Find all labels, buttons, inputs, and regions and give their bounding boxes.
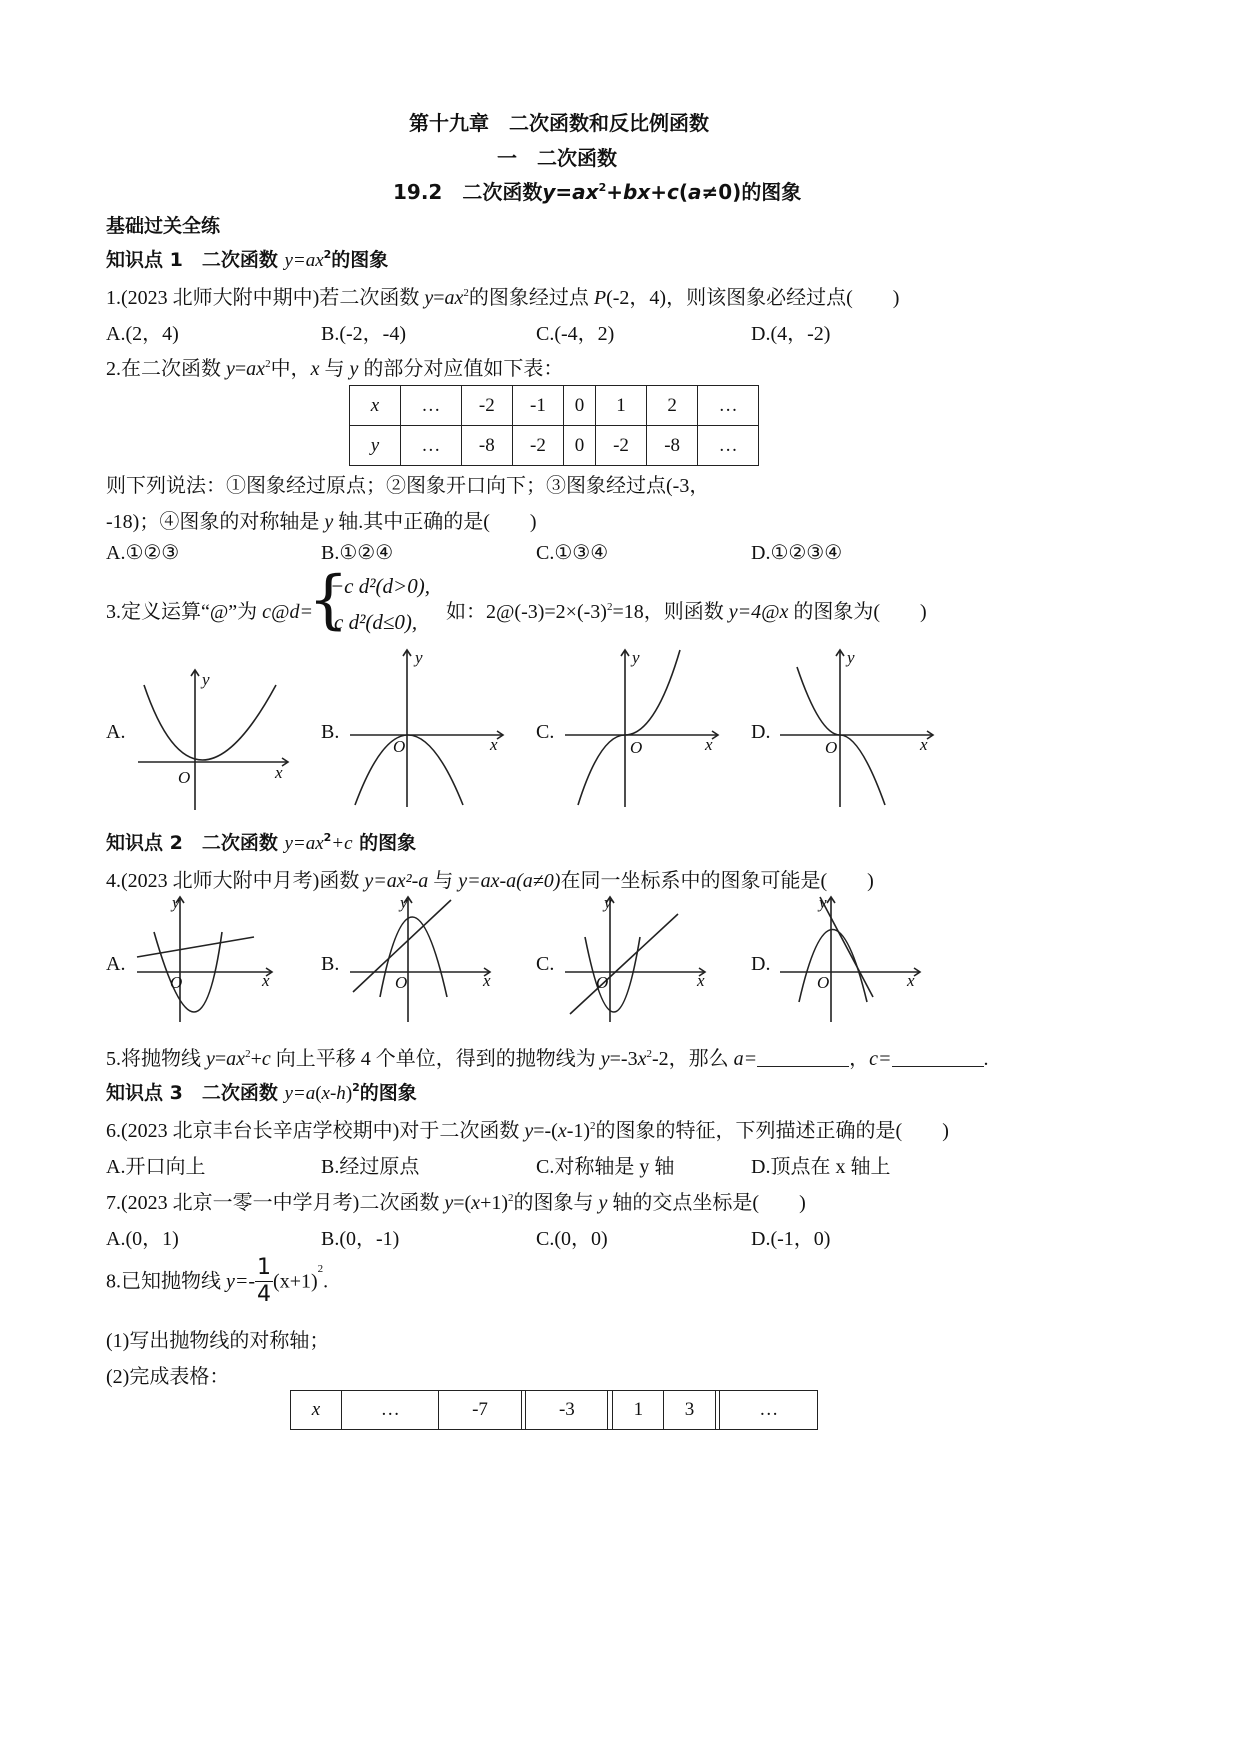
q3-graph-c[interactable]: [560, 645, 725, 810]
q2-statements-line2: -18)；④图象的对称轴是 y 轴.其中正确的是( ): [106, 511, 537, 533]
lesson-title: 19.2 二次函数$y=ax^2+bx+c(a\ne 0)$的图象: [393, 180, 802, 204]
svg-text:y: y: [400, 893, 408, 912]
svg-text:x: x: [705, 735, 713, 754]
question-6: 6.(2023 北京丰台长辛店学校期中)对于二次函数 $y=-(x-1)^2$的图象的特征，下列描述正确的是( ): [106, 1120, 949, 1142]
q7-option-c[interactable]: C.(0，0): [536, 1228, 608, 1250]
svg-text:y: y: [847, 648, 855, 667]
q3-option-d-label[interactable]: D.: [751, 721, 771, 743]
svg-text:y: y: [202, 670, 210, 689]
q4-graph-a[interactable]: [132, 892, 282, 1027]
svg-text:x: x: [697, 971, 705, 990]
q4-graph-c[interactable]: [560, 892, 710, 1027]
svg-text:x: x: [483, 971, 491, 990]
q6-option-a[interactable]: A.开口向上: [106, 1156, 206, 1178]
q2-option-b[interactable]: B.①②④: [321, 542, 394, 564]
q4-graph-d[interactable]: [775, 892, 925, 1027]
question-2: 2.在二次函数 $y=ax^2$中，x 与 y 的部分对应值如下表：: [106, 358, 564, 380]
q2-table-x-label: x: [350, 386, 401, 426]
q3-case-2: c d²(d≤0),: [334, 610, 418, 634]
svg-text:x: x: [920, 735, 928, 754]
q6-option-b[interactable]: B.经过原点: [321, 1156, 420, 1178]
section-title: 一 二次函数: [497, 146, 617, 170]
table-cell: …: [698, 386, 759, 426]
q8-part-2: (2)完成表格：: [106, 1366, 230, 1388]
q2-table-y-label: y: [350, 426, 401, 466]
question-7: 7.(2023 北京一零一中学月考)二次函数 $y=(x+1)^2$的图象与 y 轴的交点坐标是( ): [106, 1192, 806, 1214]
q3-option-b-label[interactable]: B.: [321, 721, 340, 743]
q1-option-c[interactable]: C.(-4，2): [536, 323, 615, 345]
svg-text:y: y: [172, 893, 180, 912]
svg-text:O: O: [178, 768, 191, 787]
svg-text:O: O: [630, 738, 643, 757]
q1-option-d[interactable]: D.(4，-2): [751, 323, 831, 345]
q3-graph-d[interactable]: [775, 645, 940, 810]
question-4: 4.(2023 北师大附中月考)函数 y=ax²-a 与 y=ax-a(a≠0)在同一坐标系中的图象可能是( ): [106, 870, 874, 892]
question-8: 8.已知抛物线 y=- $\frac{1}{4}$ $(x+1)^2$.: [106, 1255, 329, 1307]
svg-text:O: O: [825, 738, 838, 757]
table-cell: 0: [564, 386, 596, 426]
table-cell: -2: [461, 386, 512, 426]
table-cell: 0: [564, 426, 596, 466]
practice-title: 基础过关全练: [106, 215, 221, 237]
q8-part-1: (1)写出抛物线的对称轴；: [106, 1330, 330, 1352]
table-cell: …: [698, 426, 759, 466]
q2-option-d[interactable]: D.①②③④: [751, 542, 843, 564]
question-5: 5.将抛物线 $y=ax^2+c$ 向上平移 4 个单位，得到的抛物线为 $y=-3x^2-2$，那么 a= ，c= .: [106, 1048, 989, 1070]
q3-option-a-label[interactable]: A.: [106, 721, 126, 743]
svg-text:y: y: [819, 893, 827, 912]
table-cell: -3: [526, 1391, 608, 1430]
q2-option-c[interactable]: C.①③④: [536, 542, 609, 564]
q4-option-b-label[interactable]: B.: [321, 953, 340, 975]
q4-option-c-label[interactable]: C.: [536, 953, 555, 975]
svg-text:x: x: [490, 735, 498, 754]
knowledge-point-2: 知识点 2 二次函数 $y=ax^2+c$ 的图象: [106, 831, 417, 854]
table-cell: -1: [512, 386, 563, 426]
knowledge-point-3: 知识点 3 二次函数 $y=a(x-h)^2$的图象: [106, 1081, 417, 1104]
q2-option-a[interactable]: A.①②③: [106, 542, 180, 564]
svg-text:O: O: [393, 737, 406, 756]
table-cell: -8: [647, 426, 698, 466]
q3-graph-b[interactable]: [345, 645, 510, 810]
q6-option-c[interactable]: C.对称轴是 y 轴: [536, 1156, 675, 1178]
table-cell: 3: [664, 1391, 715, 1430]
svg-text:y: y: [632, 648, 640, 667]
table-cell: -2: [512, 426, 563, 466]
table-cell: …: [342, 1391, 439, 1430]
q3-graph-a[interactable]: [130, 665, 295, 815]
table-cell: 2: [647, 386, 698, 426]
q3-option-c-label[interactable]: C.: [536, 721, 555, 743]
table-cell: …: [401, 426, 462, 466]
svg-text:x: x: [907, 971, 915, 990]
question-1: 1.(2023 北师大附中期中)若二次函数 $y=ax^2$的图象经过点 P(-2，4)，则该图象必经过点( ): [106, 287, 900, 309]
q7-option-b[interactable]: B.(0，-1): [321, 1228, 400, 1250]
q4-graph-b[interactable]: [345, 892, 495, 1027]
q7-option-a[interactable]: A.(0，1): [106, 1228, 179, 1250]
svg-text:x: x: [275, 763, 283, 782]
chapter-title: 第十九章 二次函数和反比例函数: [409, 111, 709, 135]
answer-blank-c[interactable]: [892, 1048, 984, 1067]
q3-case-1: −c d²(d>0),: [330, 574, 430, 598]
svg-text:y: y: [604, 893, 612, 912]
table-cell: …: [720, 1391, 818, 1430]
question-3: 3.定义运算“@”为 c@d=: [106, 601, 313, 623]
svg-text:O: O: [817, 973, 830, 992]
svg-text:y: y: [415, 648, 423, 667]
knowledge-point-1: 知识点 1 二次函数 $y=ax^2$的图象: [106, 248, 389, 271]
svg-text:x: x: [262, 971, 270, 990]
svg-text:O: O: [170, 973, 183, 992]
q4-option-a-label[interactable]: A.: [106, 953, 126, 975]
table-cell: 1: [613, 1391, 664, 1430]
table-cell: -8: [461, 426, 512, 466]
q2-statements-line1: 则下列说法：①图象经过原点；②图象开口向下；③图象经过点(-3，: [106, 475, 710, 497]
q4-option-d-label[interactable]: D.: [751, 953, 771, 975]
q1-option-b[interactable]: B.(-2，-4): [321, 323, 406, 345]
table-cell: -7: [439, 1391, 521, 1430]
q1-option-a[interactable]: A.(2，4): [106, 323, 179, 345]
piecewise-brace: {: [308, 563, 349, 637]
q7-option-d[interactable]: D.(-1，0): [751, 1228, 831, 1250]
svg-text:O: O: [395, 973, 408, 992]
q8-table-x-label: x: [291, 1391, 342, 1430]
svg-text:O: O: [596, 973, 609, 992]
fraction-one-quarter: $\frac{1}{4}$: [257, 1255, 272, 1307]
q2-value-table: [349, 385, 759, 466]
q6-option-d[interactable]: D.顶点在 x 轴上: [751, 1156, 891, 1178]
q8-value-table: [290, 1390, 818, 1430]
table-cell: -2: [595, 426, 646, 466]
q3-example: 如：$2@(-3)=2\times(-3)^2=18$，则函数 y=4@x 的图象为( ): [446, 601, 927, 623]
table-cell: …: [401, 386, 462, 426]
answer-blank-a[interactable]: [757, 1048, 849, 1067]
table-cell: 1: [595, 386, 646, 426]
